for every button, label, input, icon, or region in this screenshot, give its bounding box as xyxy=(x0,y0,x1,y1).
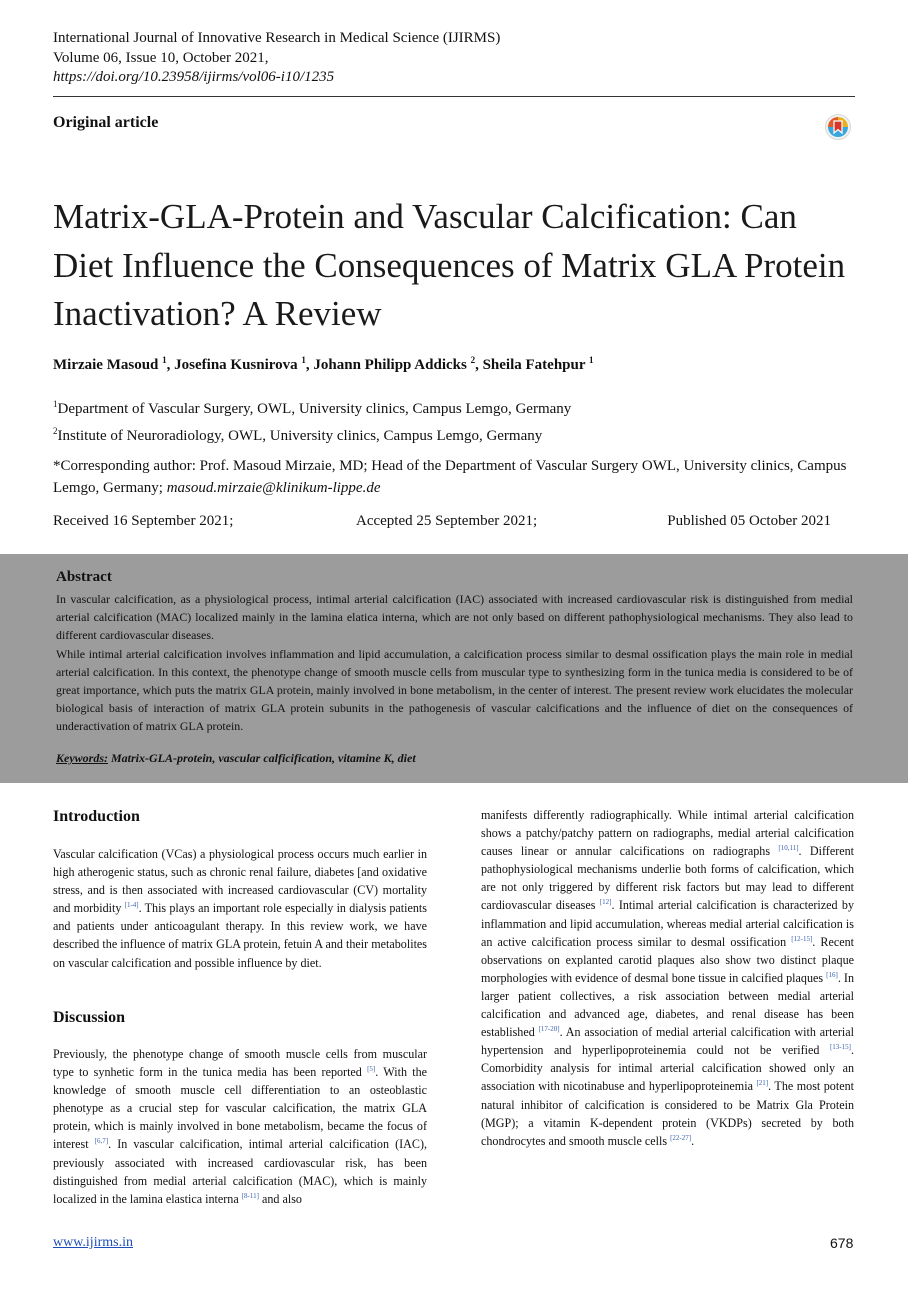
citation-link[interactable]: [16] xyxy=(826,970,838,979)
citation-link[interactable]: [12-15] xyxy=(791,934,813,943)
header-divider xyxy=(53,96,855,97)
author-name: Mirzaie Masoud xyxy=(53,357,163,373)
discussion-body xyxy=(53,1045,427,1208)
author-affiliation-marker: 1 xyxy=(588,355,594,365)
abstract-paragraph: While intimal arterial calcification involves inflammation and lipid accumulation, a calcification process similar to desmal ossification plays the main role in medial arterial calcification. In this context, the phenotype change of smooth muscle cells from muscular type to synthesizing form in the tunica media is considered to be of great importance, which puts the matrix GLA protein, mainly involved in bone metabolism, in the center of interest. The present review work elucidates the molecular biological basis of interaction of matrix GLA protein subunits in the pathogenesis of vascular calcifications and the influence of diet on the consequences of underactivation of matrix GLA protein. xyxy=(56,646,853,734)
journal-header xyxy=(53,29,500,88)
citation-link[interactable]: [5] xyxy=(367,1065,376,1074)
affiliation-text: Institute of Neuroradiology, OWL, University clinics, Campus Lemgo, Germany xyxy=(57,428,543,444)
body-text: . xyxy=(691,1133,695,1148)
doi-link[interactable]: https://doi.org/10.23958/ijirms/vol06-i10/1235 xyxy=(53,69,335,85)
abstract-heading: Abstract xyxy=(56,569,112,585)
published-date: Published 05 October 2021 xyxy=(667,513,831,529)
introduction-heading: Introduction xyxy=(53,808,140,825)
introduction-body xyxy=(53,845,427,972)
received-date: Received 16 September 2021; xyxy=(53,513,234,529)
body-text: . Comorbidity analysis for intimal arterial calcification showed only an association with nicotinabuse and hyperlipoproteinemia xyxy=(481,1043,854,1094)
citation-link[interactable]: [10,11] xyxy=(778,844,799,853)
journal-name: International Journal of Innovative Research in Medical Science (IJIRMS) xyxy=(53,30,501,46)
corresponding-author-text: *Corresponding author: Prof. Masoud Mirzaie, MD; Head of the Department of Vascular Surgery OWL, University clinics, Campus Lemgo, Germany; xyxy=(53,458,847,496)
citation-link[interactable]: [21] xyxy=(756,1079,769,1088)
citation-link[interactable]: [12] xyxy=(599,898,612,907)
affiliation-item xyxy=(53,420,571,447)
body-text: and also xyxy=(258,1191,302,1206)
author-list xyxy=(53,355,593,374)
affiliation-number: 1 xyxy=(53,399,58,409)
author-name: Sheila Fatehpur xyxy=(482,357,589,373)
article-title: Matrix-GLA-Protein and Vascular Calcification: Can Diet Influence the Consequences of Matrix GLA Protein Inactivation? A Review xyxy=(53,197,846,333)
citation-link[interactable]: [17-20] xyxy=(538,1025,560,1034)
body-text: . Recent observations on explanted carotid plaques also show two distinct plaque morphologies with evidence of desmal bone tissue in calcified plaques xyxy=(481,934,855,985)
article-type: Original article xyxy=(53,114,159,131)
author-separator: , xyxy=(475,357,483,373)
author-affiliation-marker: 1 xyxy=(162,355,167,365)
citation-link[interactable]: [1-4] xyxy=(124,901,139,910)
body-text: . Intimal arterial calcification is characterized by inflammation and lipid accumulation, whereas medial arterial calcification is an active calcification process similar to desmal ossification xyxy=(481,898,854,949)
citation-link[interactable]: [13-15] xyxy=(829,1043,851,1052)
body-text: manifests differently radiographically. While intimal arterial calcification shows a patchy/patchy pattern on radiographs, medial arterial calcification causes linear or annular calcifications on radiographs xyxy=(481,808,854,859)
citation-link[interactable]: [8-11] xyxy=(241,1191,259,1200)
page-number: 678 xyxy=(830,1235,854,1251)
body-text: . With the knowledge of smooth muscle cell differentiation to an osteoblastic phenotype as a crucial step for vascular calcification, the matrix GLA protein, which is mainly involved in bone metabolism, became the focus of interest xyxy=(53,1065,428,1152)
crossmark-icon[interactable] xyxy=(824,113,852,141)
discussion-continued xyxy=(481,806,854,1150)
author-name: Josefina Kusnirova xyxy=(174,357,302,373)
author-affiliation-marker: 1 xyxy=(301,355,306,365)
body-text: Previously, the phenotype change of smooth muscle cells from muscular type to synhetic form in the tunica media has been reported xyxy=(53,1047,427,1080)
author-separator: , xyxy=(305,357,314,373)
body-text: . In larger patient collectives, a risk association between medial arterial calcification and advanced age, diabetes, and renal disease has been established xyxy=(481,970,855,1040)
body-text: . In vascular calcification, intimal arterial calcification (IAC), previously associated with increased cardiovascular risk, has been distinguished from medial arterial calcification (MAC), which is mainly localized in the lamina elastica interna xyxy=(53,1137,427,1206)
affiliation-item xyxy=(53,393,571,420)
corresponding-email-link[interactable]: masoud.mirzaie@klinikum-lippe.de xyxy=(166,480,381,496)
keywords xyxy=(56,751,416,766)
keywords-list: Matrix-GLA-protein, vascular calficification, vitamine K, diet xyxy=(108,751,416,765)
keywords-label: Keywords: xyxy=(56,751,108,765)
accepted-date: Accepted 25 September 2021; xyxy=(356,513,538,529)
author-affiliation-marker: 2 xyxy=(470,355,476,365)
corresponding-author xyxy=(53,455,855,499)
body-text: Vascular calcification (VCas) a physiological process occurs much earlier in high atherogenic status, such as chronic renal failure, diabetes [and oxidative stress, and is then associated with increased cardiovascular (CV) mortality and morbidity xyxy=(53,847,427,916)
journal-volume: Volume 06, Issue 10, October 2021, xyxy=(53,49,269,66)
affiliations xyxy=(53,393,571,447)
abstract-body xyxy=(56,590,853,736)
body-text: . This plays an important role especially in dialysis patients and patients under anticoagulant therapy. In this review work, we have described the influence of matrix GLA protein, fetuin A and their metabolites on vascular calcification and possible influence by diet. xyxy=(53,901,427,970)
citation-link[interactable]: [22-27] xyxy=(670,1133,692,1142)
body-text: . The most potent natural inhibitor of calcification is considered to be Matrix Gla Protein (MGP); a vitamin K-dependent protein (VKDPs) secreted by both chondrocytes and smooth muscle cells xyxy=(481,1079,854,1148)
author-name: Johann Philipp Addicks xyxy=(313,357,471,373)
body-text: . Different pathophysiological mechanisms underlie both forms of calcification, which are not only triggered by different risk factors but may lead to different cardiovascular diseases xyxy=(481,844,854,913)
affiliation-number: 2 xyxy=(53,426,58,436)
body-text: . An association of medial arterial calcification with arterial hypertension and hyperlipoproteinemia could not be verified xyxy=(481,1025,854,1058)
citation-link[interactable]: [6,7] xyxy=(94,1137,109,1146)
author-separator: , xyxy=(166,357,175,373)
footer-website-link[interactable]: www.ijirms.in xyxy=(53,1235,133,1250)
discussion-heading: Discussion xyxy=(53,1009,126,1026)
abstract-paragraph: In vascular calcification, as a physiological process, intimal arterial calcification (IAC) associated with increased cardiovascular risk is distinguished from medial arterial calcification (MAC) localized mainly in the lamina elatica interna, which are not only based on different pathophysiological mechanisms. They also lead to different cardiovascular diseases. xyxy=(56,592,853,643)
affiliation-text: Department of Vascular Surgery, OWL, University clinics, Campus Lemgo, Germany xyxy=(57,401,572,417)
